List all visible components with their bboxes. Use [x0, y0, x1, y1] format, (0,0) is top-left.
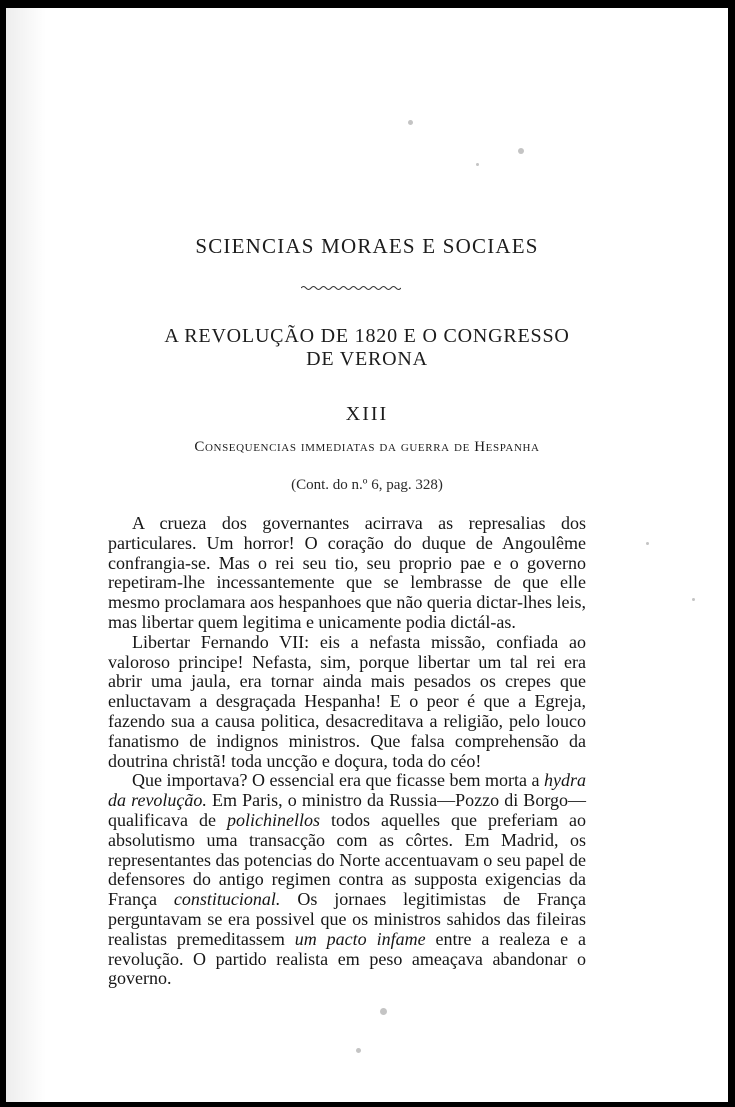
article-title — [6, 325, 728, 371]
page-edge-shadow — [6, 8, 46, 1102]
italic-phrase: um pacto infame — [294, 928, 426, 949]
scan-speck — [476, 163, 479, 166]
scan-speck — [356, 1048, 361, 1053]
scan-speck — [518, 148, 524, 154]
scan-speck — [380, 1008, 387, 1015]
paragraph-text: todos aquelles que preferiam ao absolutismo uma transacção com as côrtes. Em Madrid, os representantes das potencias do Norte accentuavam o seu papel de defensores do antigo regimen contra as supposta exigencias da França — [108, 809, 586, 910]
paragraph-text: Que importava? O essencial era que ficasse bem morta a — [132, 770, 544, 791]
paragraph-text: Libertar Fernando VII: eis a nefasta missão, confiada ao valoroso principe! Nefasta, sim, porque libertar um tal rei era abrir uma jaula, era tornar ainda mais pesados os crepes que enluctavam a desgraçada Hespanha! E o peor é que a Egreja, fazendo sua a causa politica, desacreditava a religião, pelo louco fanatismo de indignos ministros. Que falsa comprehensão da doutrina christã! toda uncção e doçura, toda do céo! — [108, 631, 586, 771]
paragraph-text: Os jornaes legitimistas de França perguntavam se era possivel que os ministros sahidos das fileiras realistas premeditassem — [108, 889, 586, 949]
ornamental-rule — [301, 284, 401, 292]
document-page — [6, 8, 728, 1102]
section-title: SCIENCIAS MORAES E SOCIAES — [195, 234, 539, 258]
paragraph-text: A crueza dos governantes acirrava as represalias dos particulares. Um horror! O coração do duque de Angoulême confrangia-se. Mas o rei seu tio, seu proprio pae e o governo repetiram-lhe incessantemente que se lembrasse de que elle mesmo proclamara aos hespanhoes que não queria dictar-lhes leis, mas libertar quem legitima e unicamente podia dictál-as. — [108, 513, 586, 632]
continuation-note: (Cont. do n.º 6, pag. 328) — [291, 477, 443, 493]
italic-phrase: hydra da revolução. — [108, 770, 586, 811]
paragraph-text: Em Paris, o ministro da Russia—Pozzo di Borgo—qualificava de — [108, 790, 586, 830]
chapter-number: XIII — [345, 403, 389, 425]
italic-phrase: polichinellos — [226, 809, 320, 830]
italic-phrase: constitucional. — [173, 889, 281, 910]
body-paragraph — [108, 633, 586, 772]
article-title-line-1: A REVOLUÇÃO DE 1820 E O CONGRESSO — [164, 325, 570, 347]
chapter-title: Consequencias immediatas da guerra de Hespanha — [194, 439, 540, 455]
article-title-line-2: DE VERONA — [306, 348, 428, 370]
paragraph-text: entre a realeza e a revolução. O partido realista em peso ameaçava abandonar o governo. — [108, 928, 586, 989]
scan-speck — [646, 542, 649, 545]
body-paragraph — [108, 771, 586, 989]
article-body — [108, 514, 586, 989]
scan-speck — [692, 598, 695, 601]
scan-speck — [408, 120, 413, 125]
body-paragraph — [108, 514, 586, 633]
